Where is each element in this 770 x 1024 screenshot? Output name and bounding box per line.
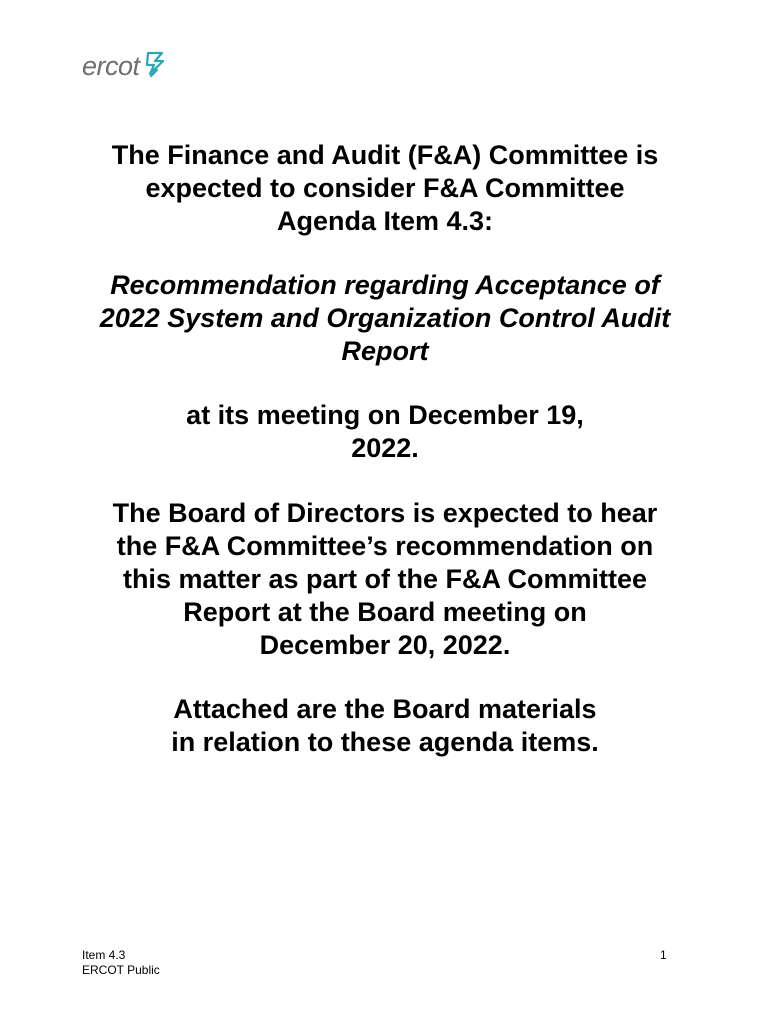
intro-text: The Finance and Audit (F&A) Committee is expected to consider F&A Committee Agenda Item 4.3: <box>111 140 659 236</box>
ercot-logo <box>82 48 182 84</box>
footer-item-label: Item 4.3 <box>82 948 126 962</box>
agenda-item-title-text: Recommendation regarding Acceptance of 2022 System and Organization Control Audit Report <box>99 270 671 366</box>
attached-text: Attached are the Board materials in relation to these agenda items. <box>171 694 599 757</box>
footer-classification: ERCOT Public <box>82 963 160 977</box>
meeting-date-text: at its meeting on December 19, 2022. <box>186 400 584 463</box>
meeting-date-paragraph <box>120 399 650 465</box>
board-text: The Board of Directors is expected to hear the F&A Committee’s recommendation on this matter as part of the F&A Committee Report at the Board meeting on December 20, 2022. <box>112 498 658 660</box>
board-paragraph <box>70 497 700 662</box>
logo-text: ercot <box>82 50 140 81</box>
page-number: 1 <box>660 948 667 962</box>
footer-left <box>82 948 160 978</box>
attached-paragraph <box>70 693 700 759</box>
agenda-item-title <box>70 269 700 368</box>
intro-paragraph <box>70 139 700 238</box>
ercot-bolt-icon <box>142 50 168 82</box>
